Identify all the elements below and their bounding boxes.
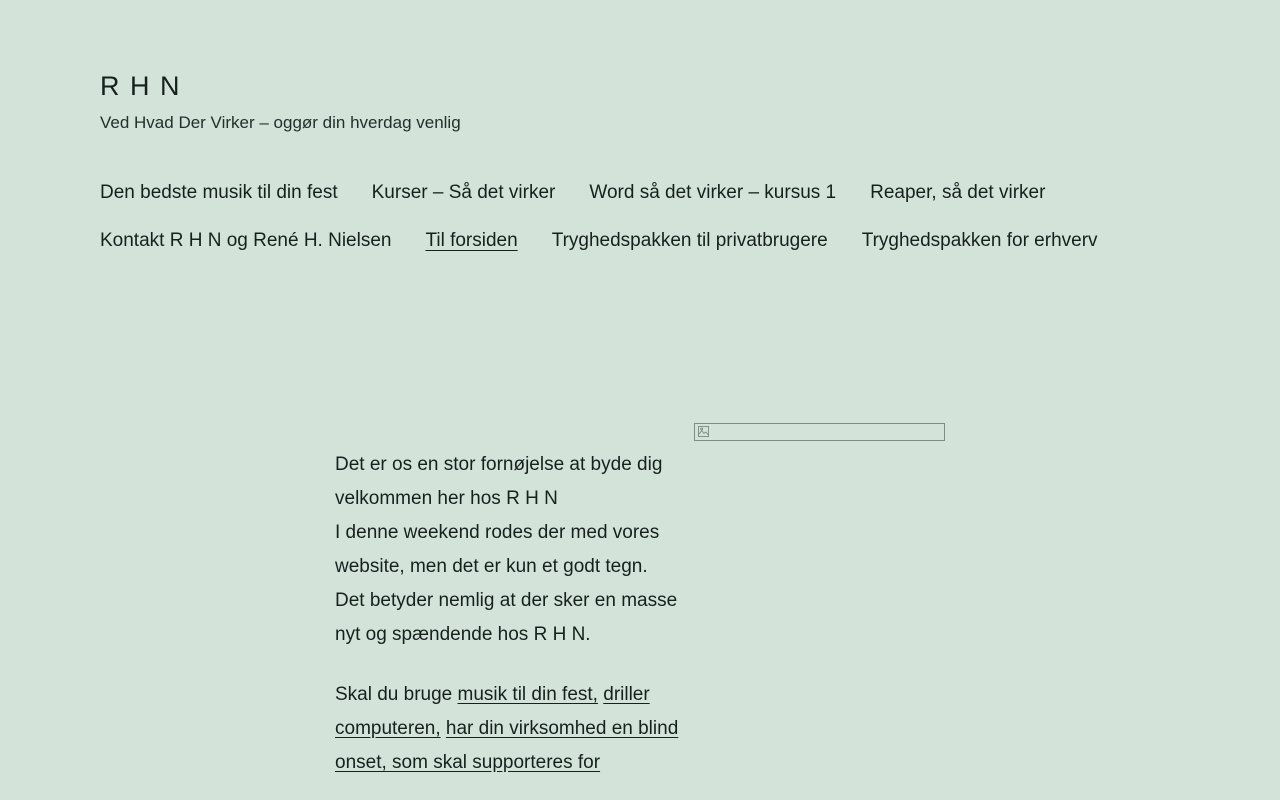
nav-item-word-saa-det-virker-kursus-1[interactable]: Word så det virker – kursus 1 <box>589 181 837 203</box>
primary-navigation <box>0 180 1280 255</box>
services-prefix-text: Skal du bruge <box>335 684 458 705</box>
broken-image-icon <box>698 426 709 437</box>
nav-item-kurser-saa-det-virker[interactable]: Kurser – Så det virker <box>371 181 556 203</box>
welcome-text-line-2: I denne weekend rodes der med vores website, men det er kun et godt tegn. Det betyder nemlig at der sker en masse nyt og spændende hos R H N. <box>335 522 678 645</box>
nav-item-tryghedspakken-erhverv[interactable]: Tryghedspakken for erhverv <box>861 230 1098 252</box>
nav-item-kontakt-rhn[interactable]: Kontakt R H N og René H. Nielsen <box>100 230 392 252</box>
site-header <box>0 0 1280 134</box>
broken-image-placeholder <box>694 423 945 441</box>
welcome-paragraph <box>335 448 680 652</box>
nav-item-tryghedspakken-privatbrugere[interactable]: Tryghedspakken til privatbrugere <box>551 230 828 252</box>
nav-item-til-forsiden[interactable]: Til forsiden <box>425 230 518 252</box>
nav-item-reaper-saa-det-virker[interactable]: Reaper, så det virker <box>870 181 1046 203</box>
link-driller-computeren[interactable]: driller computeren, <box>335 684 650 739</box>
media-region <box>694 423 945 441</box>
site-title: R H N <box>100 71 181 101</box>
nav-item-den-bedste-musik-til-din-fest[interactable]: Den bedste musik til din fest <box>100 181 338 203</box>
link-har-din-virksomhed[interactable]: har din virksomhed en blind onset, som skal supporteres for <box>335 718 679 773</box>
services-paragraph <box>335 678 680 780</box>
welcome-text-line-1: Det er os en stor fornøjelse at byde dig velkommen her hos R H N <box>335 454 663 509</box>
link-musik-til-din-fest[interactable]: musik til din fest, <box>457 684 598 705</box>
main-content <box>335 448 680 780</box>
nav-row-2 <box>100 228 1180 255</box>
nav-row-1 <box>100 180 1180 207</box>
site-tagline: Ved Hvad Der Virker – oggør din hverdag venlig <box>100 112 461 132</box>
